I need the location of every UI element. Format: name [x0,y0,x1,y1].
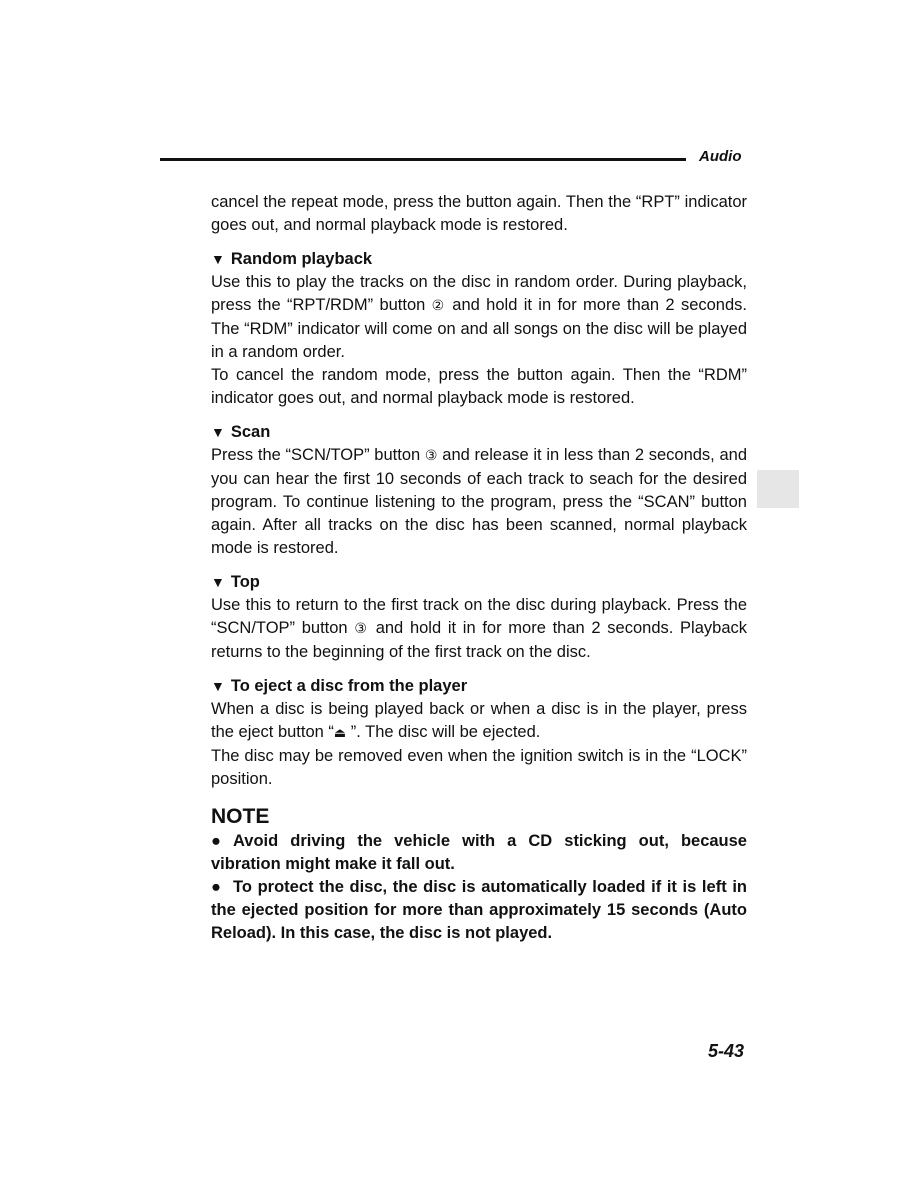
heading-text: To eject a disc from the player [230,677,468,695]
section-heading [211,248,747,271]
bullet-icon: ● [211,832,221,850]
circled-number-3: ③ [424,448,438,464]
page-content [211,191,747,945]
section-scan [211,421,747,560]
heading-text: Random playback [230,250,373,268]
eject-icon: ⏏ [333,726,347,741]
heading-text: Top [230,573,260,591]
circled-number-2: ② [431,298,446,314]
paragraph: When a disc is being played back or when a disc is in the player, press the eject button “⏏ ”. The disc will be ejected. [211,698,747,745]
section-top [211,571,747,664]
note-item: ● Avoid driving the vehicle with a CD sticking out, because vibration might make it fall out. [211,832,747,873]
page-number: 5-43 [708,1041,745,1061]
section-eject [211,675,747,791]
header-rule [160,158,686,161]
side-tab-marker [757,470,799,508]
triangle-bullet-icon: ▼ [211,574,225,590]
intro-paragraph: cancel the repeat mode, press the button again. Then the “RPT” indicator goes out, and normal playback mode is restored. [211,193,747,234]
note-title: NOTE [211,805,270,828]
heading-text: Scan [230,423,271,441]
triangle-bullet-icon: ▼ [211,251,225,267]
section-heading [211,421,747,444]
triangle-bullet-icon: ▼ [211,678,225,694]
triangle-bullet-icon: ▼ [211,424,225,440]
circled-number-3: ③ [354,621,369,637]
section-title: Audio [699,148,742,165]
section-heading [211,675,747,698]
paragraph: Use this to play the tracks on the disc in random order. During playback, press the “RPT/RDM” button ② and hold it in for more than 2 seconds. The “RDM” indicator will come on and all songs on the disc will be played in a random order. [211,273,747,361]
paragraph: Use this to return to the first track on the disc during playback. Press the “SCN/TOP” button ③ and hold it in for more than 2 seconds. Playback returns to the beginning of the first track on the disc. [211,596,747,661]
paragraph: The disc may be removed even when the ignition switch is in the “LOCK” position. [211,747,747,788]
paragraph: Press the “SCN/TOP” button ③ and release it in less than 2 seconds, and you can hear the first 10 seconds of each track to seach for the desired program. To continue listening to the program, press the “SCAN” button again. After all tracks on the disc has been scanned, normal playback mode is restored. [211,446,747,557]
bullet-icon: ● [211,878,221,896]
paragraph: To cancel the random mode, press the button again. Then the “RDM” indicator goes out, and normal playback mode is restored. [211,366,747,407]
section-heading [211,571,747,594]
section-random-playback [211,248,747,410]
note-item: ● To protect the disc, the disc is automatically loaded if it is left in the ejected position for more than approximately 15 seconds (Auto Reload). In this case, the disc is not played. [211,878,747,942]
